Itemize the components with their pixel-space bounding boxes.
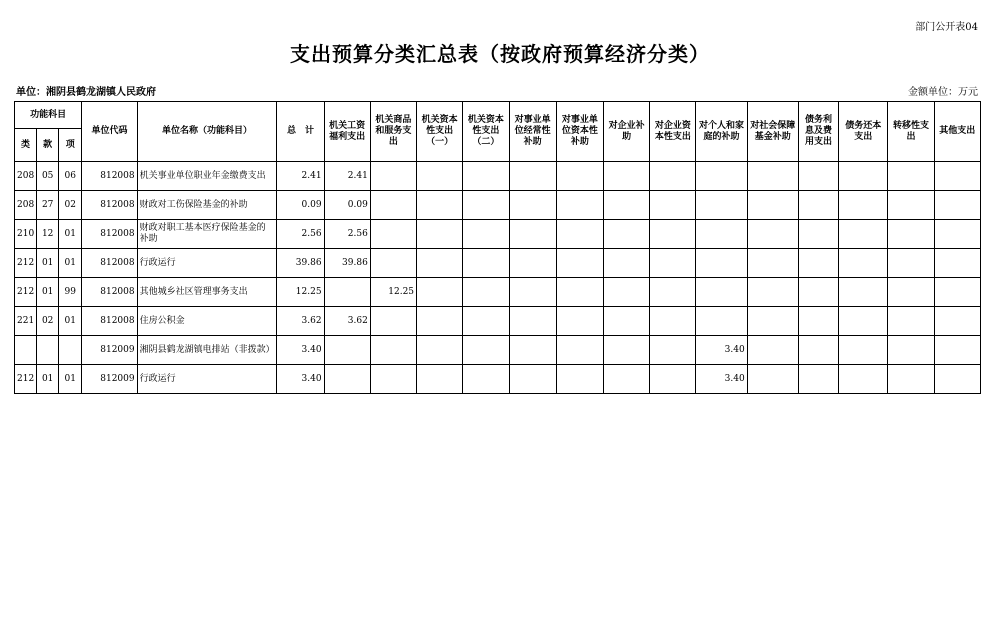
cell-amount xyxy=(603,162,649,191)
cell-amount xyxy=(747,220,798,249)
cell-amount xyxy=(370,307,416,336)
cell-amount xyxy=(556,278,603,307)
cell-amount xyxy=(798,191,838,220)
cell-xiang: 01 xyxy=(59,220,82,249)
header-col: 机关商品和服务支出 xyxy=(370,102,416,162)
cell-amount xyxy=(696,249,747,278)
header-lei: 类 xyxy=(15,129,37,162)
cell-unit-code: 812008 xyxy=(82,220,137,249)
budget-table xyxy=(14,101,981,394)
cell-amount xyxy=(888,220,934,249)
cell-amount xyxy=(747,278,798,307)
table-row xyxy=(15,220,981,249)
cell-amount xyxy=(798,249,838,278)
cell-unit-code: 812009 xyxy=(82,336,137,365)
cell-amount xyxy=(888,278,934,307)
cell-lei: 212 xyxy=(15,365,37,394)
cell-amount xyxy=(463,307,509,336)
cell-amount xyxy=(417,191,463,220)
cell-amount xyxy=(370,162,416,191)
cell-total: 39.86 xyxy=(277,249,324,278)
cell-amount xyxy=(650,365,696,394)
cell-amount xyxy=(798,278,838,307)
cell-amount xyxy=(370,249,416,278)
cell-amount xyxy=(888,162,934,191)
cell-amount xyxy=(747,249,798,278)
cell-lei: 208 xyxy=(15,191,37,220)
cell-amount xyxy=(509,336,556,365)
cell-amount xyxy=(798,365,838,394)
cell-lei: 212 xyxy=(15,278,37,307)
cell-xiang: 99 xyxy=(59,278,82,307)
cell-amount xyxy=(934,249,980,278)
table-row xyxy=(15,249,981,278)
cell-amount xyxy=(603,220,649,249)
cell-amount xyxy=(463,220,509,249)
cell-amount xyxy=(509,278,556,307)
cell-amount xyxy=(556,307,603,336)
cell-unit-name: 其他城乡社区管理事务支出 xyxy=(137,278,277,307)
cell-amount xyxy=(934,307,980,336)
cell-amount xyxy=(747,307,798,336)
cell-amount xyxy=(509,365,556,394)
cell-amount xyxy=(370,365,416,394)
cell-amount xyxy=(509,162,556,191)
cell-lei: 208 xyxy=(15,162,37,191)
cell-amount: 12.25 xyxy=(370,278,416,307)
cell-unit-name: 行政运行 xyxy=(137,365,277,394)
header-kuan: 款 xyxy=(37,129,59,162)
cell-amount xyxy=(417,220,463,249)
cell-amount xyxy=(839,220,888,249)
cell-amount xyxy=(556,336,603,365)
cell-amount xyxy=(556,249,603,278)
cell-amount xyxy=(798,220,838,249)
cell-amount xyxy=(650,162,696,191)
table-row xyxy=(15,336,981,365)
cell-amount xyxy=(603,278,649,307)
cell-lei: 210 xyxy=(15,220,37,249)
header-total: 总 计 xyxy=(277,102,324,162)
table-row xyxy=(15,307,981,336)
cell-amount xyxy=(324,336,370,365)
cell-amount xyxy=(934,365,980,394)
cell-unit-name: 财政对职工基本医疗保险基金的补助 xyxy=(137,220,277,249)
cell-amount xyxy=(839,307,888,336)
cell-amount xyxy=(650,307,696,336)
cell-amount xyxy=(370,336,416,365)
cell-amount xyxy=(603,307,649,336)
cell-xiang: 01 xyxy=(59,365,82,394)
cell-xiang: 01 xyxy=(59,249,82,278)
cell-amount xyxy=(417,249,463,278)
cell-amount xyxy=(696,162,747,191)
cell-amount xyxy=(370,191,416,220)
cell-amount xyxy=(463,278,509,307)
cell-total: 3.40 xyxy=(277,336,324,365)
cell-unit-code: 812009 xyxy=(82,365,137,394)
unit-label: 单位：湘阴县鹤龙湖镇人民政府 xyxy=(16,87,156,98)
cell-xiang: 02 xyxy=(59,191,82,220)
cell-amount xyxy=(839,191,888,220)
cell-amount xyxy=(509,191,556,220)
cell-kuan: 27 xyxy=(37,191,59,220)
cell-unit-name: 湘阴县鹤龙湖镇电排站（非拨款） xyxy=(137,336,277,365)
cell-amount xyxy=(696,220,747,249)
cell-amount: 39.86 xyxy=(324,249,370,278)
cell-amount xyxy=(888,336,934,365)
cell-amount xyxy=(324,278,370,307)
cell-amount xyxy=(370,220,416,249)
cell-unit-code: 812008 xyxy=(82,191,137,220)
cell-amount xyxy=(650,191,696,220)
cell-xiang: 06 xyxy=(59,162,82,191)
cell-amount xyxy=(509,220,556,249)
cell-amount xyxy=(417,162,463,191)
cell-amount xyxy=(934,278,980,307)
cell-kuan: 05 xyxy=(37,162,59,191)
cell-kuan: 12 xyxy=(37,220,59,249)
cell-amount xyxy=(747,191,798,220)
table-row xyxy=(15,365,981,394)
header-col: 对社会保障基金补助 xyxy=(747,102,798,162)
cell-amount xyxy=(888,307,934,336)
money-unit-label: 金额单位：万元 xyxy=(908,87,978,98)
header-col: 对企业资本性支出 xyxy=(650,102,696,162)
cell-amount xyxy=(556,365,603,394)
cell-amount xyxy=(747,365,798,394)
cell-amount xyxy=(888,191,934,220)
header-col: 机关资本性支出（一） xyxy=(417,102,463,162)
cell-total: 2.56 xyxy=(277,220,324,249)
cell-amount xyxy=(650,220,696,249)
header-col: 其他支出 xyxy=(934,102,980,162)
cell-kuan: 01 xyxy=(37,365,59,394)
cell-amount xyxy=(798,336,838,365)
header-col: 机关资本性支出（二） xyxy=(463,102,509,162)
cell-amount xyxy=(839,162,888,191)
cell-amount xyxy=(417,365,463,394)
cell-amount xyxy=(556,220,603,249)
cell-amount xyxy=(934,336,980,365)
header-unit-code: 单位代码 xyxy=(82,102,137,162)
cell-amount xyxy=(463,162,509,191)
cell-unit-code: 812008 xyxy=(82,307,137,336)
cell-total: 3.62 xyxy=(277,307,324,336)
cell-unit-name: 行政运行 xyxy=(137,249,277,278)
cell-amount xyxy=(934,191,980,220)
cell-unit-code: 812008 xyxy=(82,249,137,278)
cell-amount xyxy=(696,307,747,336)
cell-amount xyxy=(839,336,888,365)
cell-amount xyxy=(696,278,747,307)
cell-amount: 2.56 xyxy=(324,220,370,249)
header-col: 债务利息及费用支出 xyxy=(798,102,838,162)
cell-unit-code: 812008 xyxy=(82,162,137,191)
cell-amount xyxy=(696,191,747,220)
cell-amount xyxy=(463,191,509,220)
cell-total: 12.25 xyxy=(277,278,324,307)
cell-total: 0.09 xyxy=(277,191,324,220)
cell-amount xyxy=(650,249,696,278)
cell-kuan xyxy=(37,336,59,365)
form-code: 部门公开表04 xyxy=(915,22,978,33)
cell-amount: 3.62 xyxy=(324,307,370,336)
cell-kuan: 01 xyxy=(37,249,59,278)
cell-amount xyxy=(463,336,509,365)
cell-amount xyxy=(603,365,649,394)
cell-unit-name: 机关事业单位职业年金缴费支出 xyxy=(137,162,277,191)
table-row xyxy=(15,278,981,307)
header-unit-name: 单位名称（功能科目） xyxy=(137,102,277,162)
cell-amount xyxy=(603,336,649,365)
cell-amount xyxy=(556,191,603,220)
cell-amount xyxy=(934,220,980,249)
cell-amount xyxy=(463,365,509,394)
cell-amount xyxy=(509,307,556,336)
header-col: 转移性支出 xyxy=(888,102,934,162)
cell-total: 2.41 xyxy=(277,162,324,191)
cell-amount xyxy=(934,162,980,191)
cell-amount xyxy=(888,365,934,394)
cell-lei: 212 xyxy=(15,249,37,278)
header-col: 对个人和家庭的补助 xyxy=(696,102,747,162)
header-xiang: 项 xyxy=(59,129,82,162)
cell-amount: 0.09 xyxy=(324,191,370,220)
header-col: 债务还本支出 xyxy=(839,102,888,162)
cell-amount xyxy=(463,249,509,278)
cell-total: 3.40 xyxy=(277,365,324,394)
cell-amount xyxy=(798,307,838,336)
cell-kuan: 01 xyxy=(37,278,59,307)
cell-unit-name: 财政对工伤保险基金的补助 xyxy=(137,191,277,220)
header-col: 对事业单位经常性补助 xyxy=(509,102,556,162)
cell-unit-code: 812008 xyxy=(82,278,137,307)
cell-amount xyxy=(324,365,370,394)
cell-xiang xyxy=(59,336,82,365)
cell-amount xyxy=(888,249,934,278)
header-func: 功能科目 xyxy=(15,102,82,129)
cell-amount xyxy=(603,191,649,220)
cell-amount xyxy=(650,336,696,365)
cell-xiang: 01 xyxy=(59,307,82,336)
header-col: 对企业补助 xyxy=(603,102,649,162)
cell-amount xyxy=(747,162,798,191)
table-row xyxy=(15,162,981,191)
header-col: 对事业单位资本性补助 xyxy=(556,102,603,162)
cell-lei xyxy=(15,336,37,365)
cell-unit-name: 住房公积金 xyxy=(137,307,277,336)
table-row xyxy=(15,191,981,220)
cell-amount xyxy=(839,278,888,307)
cell-amount xyxy=(747,336,798,365)
cell-amount xyxy=(509,249,556,278)
cell-kuan: 02 xyxy=(37,307,59,336)
page-title: 支出预算分类汇总表（按政府预算经济分类） xyxy=(290,42,710,66)
cell-amount xyxy=(556,162,603,191)
cell-amount xyxy=(417,307,463,336)
cell-amount xyxy=(798,162,838,191)
cell-amount xyxy=(839,249,888,278)
cell-amount: 2.41 xyxy=(324,162,370,191)
cell-amount xyxy=(603,249,649,278)
cell-amount: 3.40 xyxy=(696,336,747,365)
cell-amount xyxy=(417,336,463,365)
header-col: 机关工资福利支出 xyxy=(324,102,370,162)
cell-amount xyxy=(417,278,463,307)
cell-amount: 3.40 xyxy=(696,365,747,394)
cell-amount xyxy=(650,278,696,307)
cell-amount xyxy=(839,365,888,394)
cell-lei: 221 xyxy=(15,307,37,336)
